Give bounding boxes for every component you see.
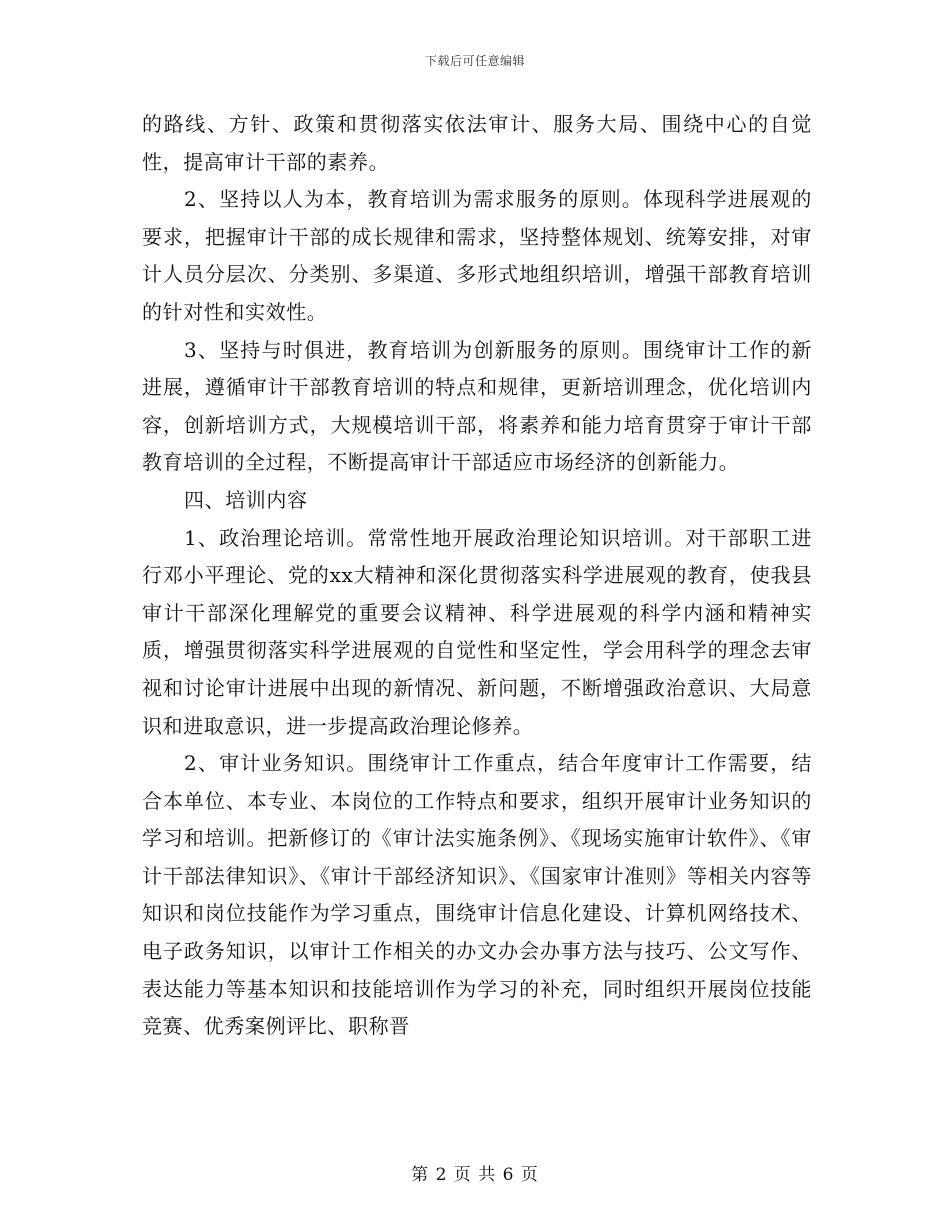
section-heading-training-content: 四、培训内容 [184, 487, 308, 512]
paragraph-principle-2: 2、坚持以人为本，教育培训为需求服务的原则。体现科学进展观的要求，把握审计干部的成长规律和需求，坚持整体规划、统筹安排，对审计人员分层次、分类别、多渠道、多形式地组织培训，增强干部教育培训的针对性和实效性。 [142, 187, 812, 324]
paragraph-political-theory: 1、政治理论培训。常常性地开展政治理论知识培训。对干部职工进行邓小平理论、党的xx大精神和深化贯彻落实科学进展观的教育，使我县审计干部深化理解党的重要会议精神、科学进展观的科学内涵和精神实质，增强贯彻落实科学进展观的自觉性和坚定性，学会用科学的理念去审视和讨论审计进展中出现的新情况、新问题，不断增强政治意识、大局意识和进取意识，进一步提高政治理论修养。 [142, 525, 812, 738]
paragraph-continuation: 的路线、方针、政策和贯彻落实依法审计、服务大局、围绕中心的自觉性，提高审计干部的素养。 [142, 112, 812, 174]
document-body [142, 106, 812, 1046]
paragraph-principle-3: 3、坚持与时俱进，教育培训为创新服务的原则。围绕审计工作的新进展，遵循审计干部教育培训的特点和规律，更新培训理念，优化培训内容，创新培训方式，大规模培训干部，将素养和能力培育贯穿于审计干部教育培训的全过程，不断提高审计干部适应市场经济的创新能力。 [142, 337, 812, 475]
paragraph-audit-knowledge: 2、审计业务知识。围绕审计工作重点，结合年度审计工作需要，结合本单位、本专业、本岗位的工作特点和要求，组织开展审计业务知识的学习和培训。把新修订的《审计法实施条例》、《现场实施审计软件》、《审计干部法律知识》、《审计干部经济知识》、《国家审计准则》等相关内容等知识和岗位技能作为学习重点，围绕审计信息化建设、计算机网络技术、电子政务知识，以审计工作相关的办文办会办事方法与技巧、公文写作、表达能力等基本知识和技能培训作为学习的补充，同时组织开展岗位技能竞赛、优秀案例评比、职称晋 [142, 751, 812, 1039]
page-header-note: 下载后可任意编辑 [424, 54, 525, 68]
page-number-footer: 第 2 页 共 6 页 [411, 1165, 539, 1185]
